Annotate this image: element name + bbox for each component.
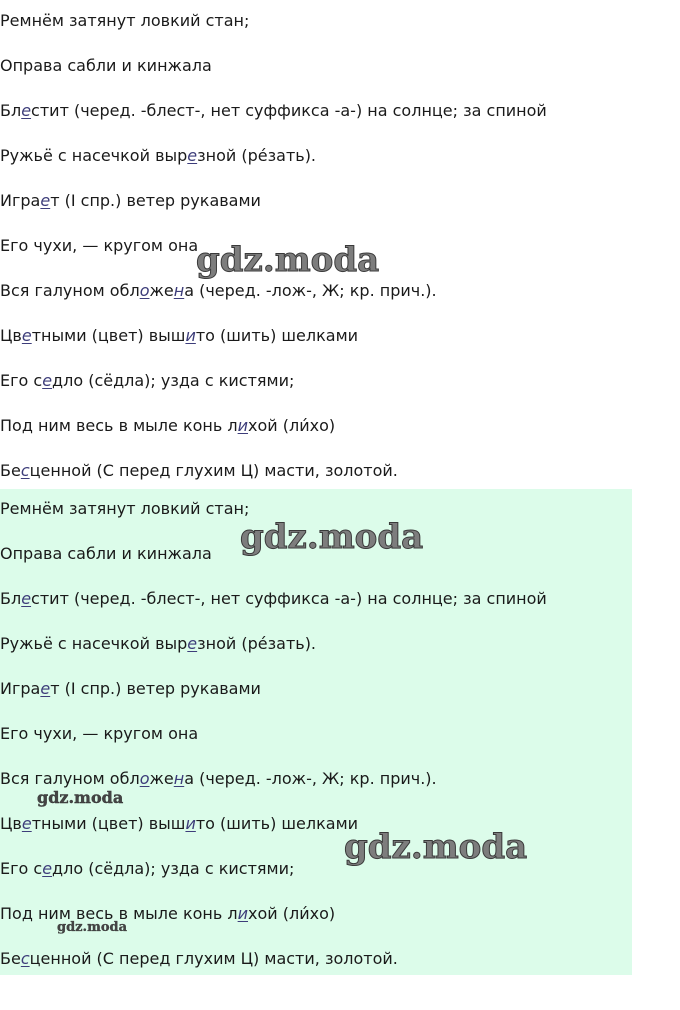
- line-text: Оправа сабли и кинжала: [0, 544, 212, 563]
- highlighted-letter: е: [40, 679, 51, 698]
- line-text: Под ним весь в мыле конь л: [0, 904, 238, 923]
- highlighted-letter: и: [185, 814, 196, 833]
- line-text: Бл: [0, 589, 22, 608]
- highlighted-letter: с: [20, 461, 30, 480]
- poem-line: [0, 724, 198, 744]
- watermark-gdz-moda: gdz.moda: [37, 788, 124, 807]
- line-text: Бл: [0, 101, 22, 120]
- poem-line: [0, 326, 358, 346]
- poem-line: [0, 814, 358, 834]
- highlighted-letter: е: [21, 101, 32, 120]
- highlighted-letter: о: [139, 281, 150, 300]
- line-text: а (черед. -лож-, Ж; кр. прич.).: [184, 281, 437, 300]
- highlighted-letter: с: [20, 949, 30, 968]
- poem-line: [0, 371, 294, 391]
- poem-line: [0, 769, 437, 789]
- line-text: Цв: [0, 326, 22, 345]
- highlighted-letter: и: [237, 416, 249, 435]
- line-text: зной (ре́зать).: [197, 146, 317, 165]
- line-text: ценной (С перед глухим Ц) масти, золотой.: [29, 461, 398, 480]
- highlighted-letter: и: [185, 326, 196, 345]
- poem-line: [0, 281, 437, 301]
- line-text: же: [149, 769, 174, 788]
- watermark-gdz-moda: gdz.moda: [344, 827, 528, 867]
- line-text: Оправа сабли и кинжала: [0, 56, 212, 75]
- line-text: Цв: [0, 814, 22, 833]
- poem-line: [0, 589, 547, 609]
- highlighted-letter: е: [21, 326, 32, 345]
- line-text: зной (ре́зать).: [197, 634, 317, 653]
- highlighted-letter: н: [173, 281, 185, 300]
- poem-line: [0, 499, 249, 519]
- line-text: тными (цвет) выш: [31, 814, 186, 833]
- line-text: же: [149, 281, 174, 300]
- line-text: Ружьё с насечкой выр: [0, 146, 188, 165]
- line-text: Бе: [0, 461, 21, 480]
- highlighted-letter: и: [237, 904, 249, 923]
- poem-line: [0, 56, 212, 76]
- line-text: тными (цвет) выш: [31, 326, 186, 345]
- line-text: хой (ли́хо): [248, 416, 336, 435]
- line-text: Под ним весь в мыле конь л: [0, 416, 238, 435]
- highlighted-letter: н: [173, 769, 185, 788]
- line-text: то (шить) шелками: [195, 326, 359, 345]
- line-text: Вся галуном обл: [0, 281, 140, 300]
- line-text: Бе: [0, 949, 21, 968]
- watermark-gdz-moda: gdz.moda: [196, 240, 380, 280]
- line-text: ценной (С перед глухим Ц) масти, золотой.: [29, 949, 398, 968]
- line-text: хой (ли́хо): [248, 904, 336, 923]
- line-text: Его чухи, — кругом она: [0, 236, 199, 255]
- line-text: стит (черед. -блест-, нет суффикса -а-) на солнце; за спиной: [31, 101, 547, 120]
- poem-block-2-highlighted: [0, 489, 632, 975]
- highlighted-letter: е: [21, 589, 32, 608]
- line-text: то (шить) шелками: [195, 814, 359, 833]
- poem-line: [0, 101, 547, 121]
- highlighted-letter: е: [42, 859, 53, 878]
- poem-line: [0, 146, 316, 166]
- poem-line: [0, 634, 316, 654]
- poem-line: [0, 544, 212, 564]
- poem-line: [0, 11, 249, 31]
- line-text: дло (сёдла); узда с кистями;: [52, 371, 295, 390]
- highlighted-letter: е: [187, 634, 198, 653]
- line-text: Ремнём затянут ловкий стан;: [0, 11, 250, 30]
- highlighted-letter: е: [42, 371, 53, 390]
- line-text: т (I спр.) ветер рукавами: [50, 191, 261, 210]
- line-text: стит (черед. -блест-, нет суффикса -а-) на солнце; за спиной: [31, 589, 547, 608]
- line-text: Его с: [0, 859, 43, 878]
- highlighted-letter: е: [21, 814, 32, 833]
- line-text: Игра: [0, 191, 41, 210]
- line-text: Его чухи, — кругом она: [0, 724, 199, 743]
- highlighted-letter: о: [139, 769, 150, 788]
- line-text: а (черед. -лож-, Ж; кр. прич.).: [184, 769, 437, 788]
- line-text: Ремнём затянут ловкий стан;: [0, 499, 250, 518]
- line-text: Игра: [0, 679, 41, 698]
- highlighted-letter: е: [40, 191, 51, 210]
- line-text: дло (сёдла); узда с кистями;: [52, 859, 295, 878]
- poem-line: [0, 904, 335, 924]
- line-text: Вся галуном обл: [0, 769, 140, 788]
- line-text: т (I спр.) ветер рукавами: [50, 679, 261, 698]
- line-text: Ружьё с насечкой выр: [0, 634, 188, 653]
- highlighted-letter: е: [187, 146, 198, 165]
- poem-line: [0, 236, 198, 256]
- poem-line: [0, 679, 261, 699]
- poem-line: [0, 191, 261, 211]
- poem-line: [0, 461, 398, 481]
- poem-line: [0, 416, 335, 436]
- line-text: Его с: [0, 371, 43, 390]
- poem-line: [0, 859, 294, 879]
- watermark-gdz-moda: gdz.moda: [240, 517, 424, 557]
- watermark-gdz-moda: gdz.moda: [57, 920, 128, 935]
- poem-line: [0, 949, 398, 969]
